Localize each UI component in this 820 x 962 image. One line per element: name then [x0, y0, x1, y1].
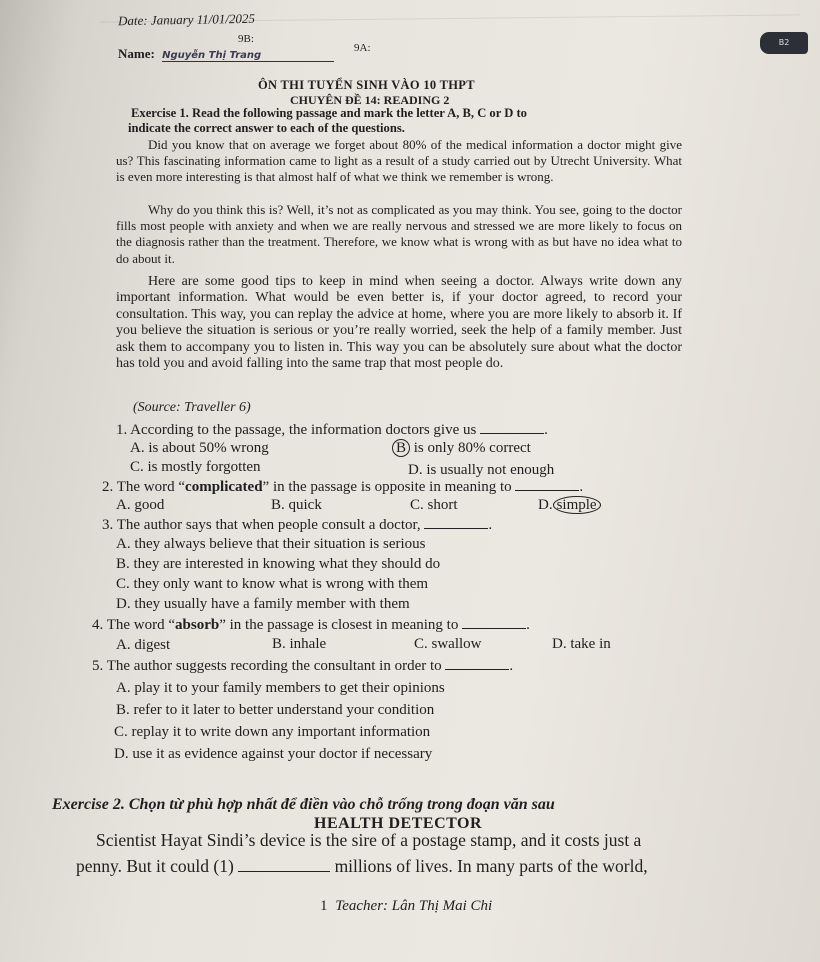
sub-title: CHUYÊN ĐỀ 14: READING 2	[290, 93, 450, 107]
q1-blank	[480, 433, 544, 434]
paragraph-3-text: Here are some good tips to keep in mind when seeing a doctor. Always write down any important information. What would be even better is, if your doctor agreed, to record your consultation. This way, you can replay the advice at home, where you are more likely to absorb it. If you believe the situation is serious or you’re really worried, seek the help of a family member. Just ask them to accompany you to listen in. This way you can be absolutely sure about what the doctor has told you and avoid falling into the same trap that most people do.	[116, 274, 682, 372]
exercise2-line-2b: millions of lives. In many parts of the world,	[334, 856, 648, 876]
exercise2-line-1: Scientist Hayat Sindi’s device is the sire of a postage stamp, and it costs just a	[96, 830, 642, 850]
exercise2-instruction: Exercise 2. Chọn từ phù hợp nhất để điền vào chỗ trống trong đoạn văn sau	[52, 796, 555, 813]
name-label	[118, 46, 334, 62]
q4-option-a: A. digest	[116, 637, 171, 653]
class-9b-label: 9B:	[238, 33, 254, 45]
student-name-handwritten: Nguyễn Thị Trang	[162, 50, 334, 62]
q1-option-d: D. is usually not enough	[408, 462, 555, 478]
q3-option-b: B. they are interested in knowing what they should do	[116, 556, 441, 572]
question-2	[102, 479, 583, 496]
q2-stem-c: ” in the passage is opposite in meaning to	[262, 479, 512, 495]
q5-option-d: D. use it as evidence against your doctor if necessary	[114, 746, 433, 762]
date-line: Date: January 11/01/2025	[117, 10, 256, 29]
name-label-text: Name:	[118, 46, 155, 61]
q4-stem-c: ” in the passage is closest in meaning to	[219, 617, 459, 633]
q5-option-b: B. refer to it later to better understand your condition	[116, 702, 435, 718]
paragraph-2-text: Why do you think this is? Well, it’s not as complicated as you may think. You see, going to the doctor fills most people with anxiety and when we are really nervous and stressed we are more likely to focus on the diagnosis rather than the treatment. Therefore, we know what is wrong with as but have no idea what to do about it.	[116, 202, 682, 266]
q2-blank	[515, 490, 579, 491]
footer	[320, 898, 492, 915]
q2-option-a: A. good	[116, 497, 165, 513]
question-1	[116, 422, 548, 439]
q1-option-b-letter-circled: B	[392, 439, 410, 457]
q4-keyword: absorb	[175, 617, 220, 633]
q5-stem-end: .	[509, 658, 514, 674]
q4-option-c: C. swallow	[414, 636, 482, 652]
exercise2-line-2	[76, 856, 648, 877]
q1-option-b-text: is only 80% correct	[413, 440, 531, 456]
q4-stem-a: 4. The word “	[92, 617, 176, 633]
question-5	[92, 658, 513, 675]
corner-sticker: B2	[760, 32, 808, 54]
q5-option-c: C. replay it to write down any important information	[114, 724, 431, 740]
q2-stem-end: .	[579, 479, 584, 495]
q1-option-b	[396, 440, 531, 457]
question-4	[92, 617, 530, 634]
main-title: ÔN THI TUYỂN SINH VÀO 10 THPT	[258, 78, 475, 92]
q4-option-d: D. take in	[552, 636, 611, 652]
paragraph-1-text: Did you know that on average we forget about 80% of the medical information a doctor might give us? This fascinating information came to light as a result of a study carried out by Utrecht University. What is even more interesting is that almost half of what we think we remember is wrong.	[116, 137, 682, 185]
q2-option-d-letter: D.	[538, 497, 553, 513]
q5-blank	[445, 669, 509, 670]
q3-stem: 3. The author says that when people consult a doctor,	[102, 517, 421, 533]
q4-blank	[462, 628, 526, 629]
q5-stem: 5. The author suggests recording the consultant in order to	[92, 658, 442, 674]
question-3	[102, 517, 492, 534]
q2-option-d-text-circled: simple	[553, 496, 601, 514]
q1-stem-end: .	[544, 422, 548, 438]
q1-option-c: C. is mostly forgotten	[130, 459, 261, 475]
q5-option-a: A. play it to your family members to get their opinions	[116, 680, 445, 696]
q3-option-d: D. they usually have a family member with them	[116, 596, 410, 612]
q2-stem-a: 2. The word “	[102, 479, 186, 495]
q1-stem: 1. According to the passage, the information doctors give us	[116, 422, 477, 438]
class-9a-label: 9A:	[354, 42, 371, 54]
passage-paragraph-1	[116, 137, 682, 186]
q3-blank	[424, 528, 488, 529]
passage-paragraph-3	[116, 274, 682, 372]
q2-option-b: B. quick	[271, 497, 322, 513]
q3-option-a: A. they always believe that their situation is serious	[116, 536, 426, 552]
q3-stem-end: .	[488, 517, 493, 533]
q4-option-b: B. inhale	[272, 636, 327, 652]
page-number: 1	[320, 898, 328, 914]
exercise2-title: HEALTH DETECTOR	[314, 815, 482, 832]
exercise2-blank-1	[238, 871, 330, 872]
q2-keyword: complicated	[185, 479, 263, 495]
q2-option-d	[538, 497, 601, 514]
q4-stem-end: .	[526, 617, 530, 633]
q2-option-c: C. short	[410, 497, 458, 513]
exercise1-instruction-1: Exercise 1. Read the following passage and mark the letter A, B, C or D to	[131, 106, 527, 120]
exercise1-instruction-2: indicate the correct answer to each of the questions.	[128, 121, 405, 135]
teacher-credit: Teacher: Lân Thị Mai Chi	[335, 898, 493, 914]
q3-option-c: C. they only want to know what is wrong with them	[116, 576, 429, 592]
passage-source: (Source: Traveller 6)	[133, 400, 251, 415]
exercise2-line-2a: penny. But it could (1)	[76, 856, 234, 876]
passage-paragraph-2	[116, 202, 682, 267]
q1-option-a: A. is about 50% wrong	[130, 440, 269, 456]
